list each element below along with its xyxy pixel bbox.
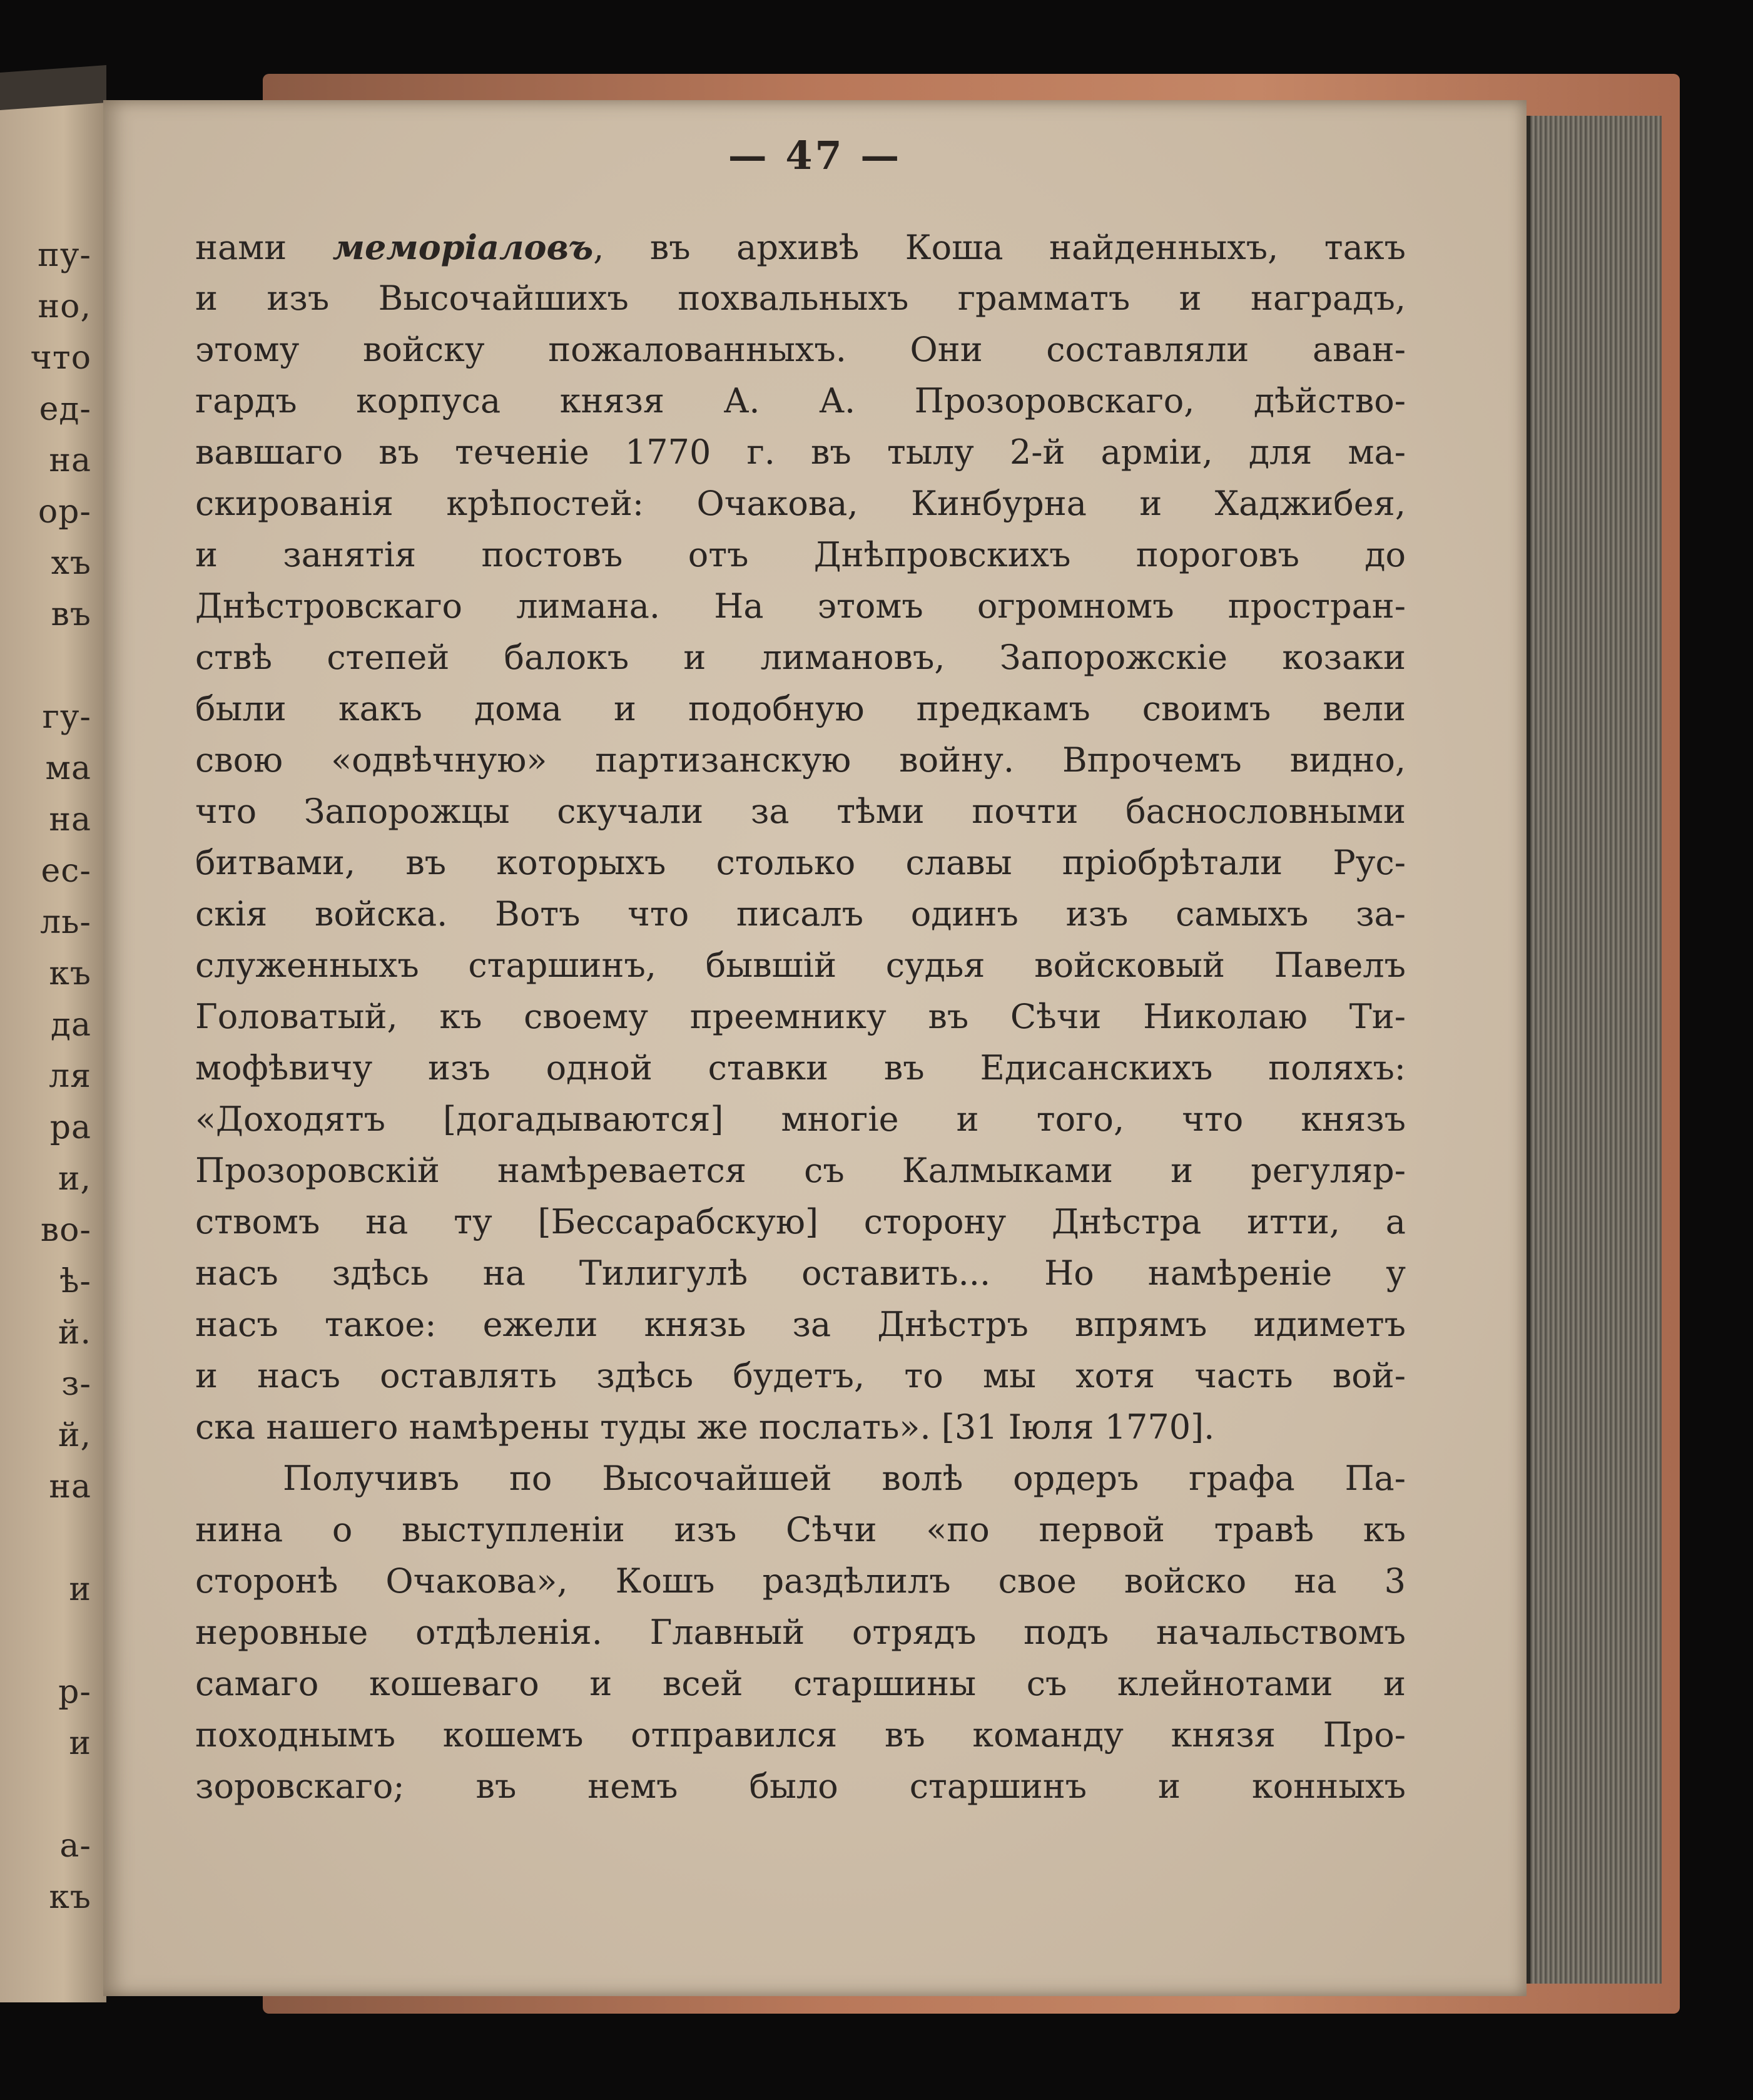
- text-line: ствѣ степей балокъ и лимановъ, Запорожскіе козаки: [195, 638, 1406, 677]
- text-line: битвами, въ которыхъ столько славы пріобрѣтали Рус-: [195, 843, 1406, 882]
- left-fragment: з-: [61, 1365, 91, 1403]
- text-line: скированія крѣпостей: Очакова, Кинбурна и Хаджибея,: [195, 484, 1406, 523]
- left-fragment: хъ: [51, 544, 91, 582]
- left-fragment: на: [49, 442, 91, 479]
- left-fragment: ед-: [39, 390, 91, 428]
- left-fragment: и,: [58, 1160, 91, 1198]
- left-fragment: но,: [38, 288, 91, 325]
- text-line: и насъ оставлять здѣсь будетъ, то мы хотя часть вой-: [195, 1356, 1406, 1395]
- left-fragment: ѣ-: [59, 1263, 91, 1300]
- previous-page: [0, 94, 106, 2002]
- text-line: самаго кошеваго и всей старшины съ клейнотами и: [195, 1664, 1406, 1703]
- text-line: нина о выступленіи изъ Сѣчи «по первой травѣ къ: [195, 1510, 1406, 1549]
- left-fragment: къ: [49, 1878, 91, 1916]
- left-fragment: й.: [58, 1314, 91, 1352]
- book-page: [103, 100, 1527, 1996]
- text-line: ствомъ на ту [Бессарабскую] сторону Днѣстра итти, а: [195, 1202, 1406, 1241]
- text-line: зоровскаго; въ немъ было старшинъ и конныхъ: [195, 1766, 1406, 1806]
- text-line: свою «одвѣчную» партизанскую войну. Впрочемъ видно,: [195, 740, 1406, 780]
- text-line: вавшаго въ теченіе 1770 г. въ тылу 2-й арміи, для ма-: [195, 432, 1406, 472]
- left-fragment: и: [69, 1571, 91, 1608]
- text-line: и занятія постовъ отъ Днѣпровскихъ пороговъ до: [195, 535, 1406, 574]
- text-line: мофѣвичу изъ одной ставки въ Едисанскихъ поляхъ:: [195, 1048, 1406, 1088]
- left-fragment: во-: [40, 1211, 91, 1249]
- text-line: неровные отдѣленія. Главный отрядъ подъ начальствомъ: [195, 1613, 1406, 1652]
- text-line: были какъ дома и подобную предкамъ своимъ вели: [195, 689, 1406, 728]
- text-line: сторонѣ Очакова», Кошъ раздѣлилъ свое войско на 3: [195, 1561, 1406, 1601]
- text-line: насъ здѣсь на Тилигулѣ оставить... Но намѣреніе у: [195, 1253, 1406, 1293]
- left-fragment: ля: [49, 1058, 91, 1095]
- left-fragment: а-: [59, 1827, 91, 1865]
- left-fragment: гу-: [42, 698, 91, 736]
- left-fragment: да: [50, 1006, 91, 1044]
- left-fragment: й,: [58, 1417, 91, 1454]
- text-line: служенныхъ старшинъ, бывшій судья войсковый Павелъ: [195, 946, 1406, 985]
- left-fragment: ма: [45, 750, 91, 787]
- left-fragment: къ: [49, 955, 91, 992]
- text-line: Получивъ по Высочайшей волѣ ордеръ графа Па-: [283, 1459, 1406, 1498]
- left-fragment: на: [49, 1468, 91, 1506]
- left-fragment: ес-: [41, 852, 91, 890]
- left-fragment: пу-: [38, 237, 91, 274]
- text-line: Днѣстровскаго лимана. На этомъ огромномъ простран-: [195, 586, 1406, 626]
- text-line: насъ такое: ежели князь за Днѣстръ впрямъ идиметъ: [195, 1305, 1406, 1344]
- text-line: этому войску пожалованныхъ. Они составляли аван-: [195, 330, 1406, 369]
- left-fragment: что: [30, 339, 91, 377]
- left-fragment: ль-: [40, 904, 91, 941]
- text-line: походнымъ кошемъ отправился въ команду князя Про-: [195, 1715, 1406, 1755]
- text-line: и изъ Высочайшихъ похвальныхъ грамматъ и наградъ,: [195, 278, 1406, 318]
- page-number: — 47 —: [728, 133, 902, 178]
- left-fragment: въ: [51, 596, 91, 633]
- text-line: скія войска. Вотъ что писалъ одинъ изъ самыхъ за-: [195, 894, 1406, 934]
- left-fragment: ор-: [38, 493, 91, 531]
- text-line: «Доходятъ [догадываются] многіе и того, что князъ: [195, 1099, 1406, 1139]
- text-line: Прозоровскій намѣревается съ Калмыками и регуляр-: [195, 1151, 1406, 1190]
- emphasized-word: меморіаловъ: [332, 227, 594, 267]
- left-fragment: ра: [49, 1109, 91, 1146]
- text-line: что Запорожцы скучали за тѣми почти баснословными: [195, 792, 1406, 831]
- page-fold: [0, 65, 106, 110]
- page-edges: [1527, 116, 1662, 1984]
- left-fragment: и: [69, 1725, 91, 1762]
- left-fragment: р-: [58, 1673, 91, 1711]
- text-line: Головатый, къ своему преемнику въ Сѣчи Николаю Ти-: [195, 997, 1406, 1036]
- text-line: нами меморіаловъ, въ архивѣ Коша найденныхъ, такъ: [195, 227, 1406, 267]
- left-fragment: на: [49, 801, 91, 838]
- text-line: ска нашего намѣрены туды же послать». [31 Іюля 1770].: [195, 1407, 1215, 1447]
- text-line: гардъ корпуса князя А. А. Прозоровскаго, дѣйство-: [195, 381, 1406, 421]
